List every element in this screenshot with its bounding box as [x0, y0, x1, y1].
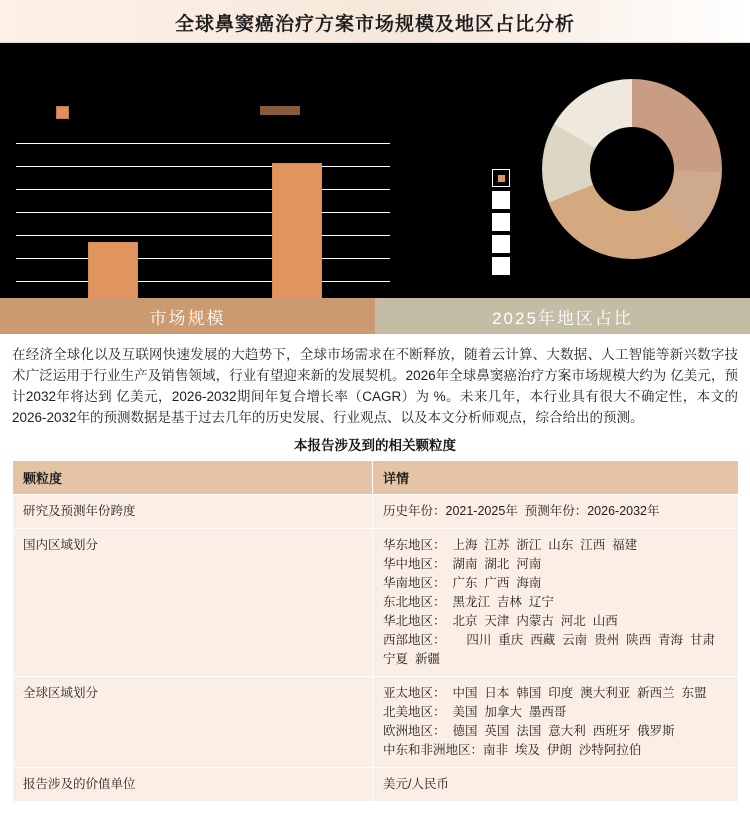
column-header-detail: 详情 — [373, 461, 739, 495]
bar-chart-legend — [8, 106, 398, 122]
cell-granularity-name: 国内区域划分 — [13, 529, 373, 677]
bar — [272, 163, 322, 298]
detail-line: 历史年份：2021-2025年 预测年份：2026-2032年 — [383, 504, 660, 518]
detail-line: 华中地区： 湖南 湖北 河南 — [383, 557, 542, 571]
detail-line: 东北地区： 黑龙江 吉林 辽宁 — [383, 595, 554, 609]
gridline — [16, 235, 390, 236]
tab-market-size[interactable]: 市场规模 — [0, 298, 375, 334]
table-row — [13, 677, 739, 768]
title-band — [0, 0, 750, 43]
legend-swatch-icon — [492, 213, 510, 231]
table-header-row — [13, 461, 739, 495]
cell-granularity-detail — [373, 495, 739, 529]
donut-ring — [542, 79, 722, 259]
column-header-granularity: 颗粒度 — [13, 461, 373, 495]
gridline — [16, 143, 390, 144]
bar — [88, 242, 138, 298]
legend-item — [56, 106, 74, 119]
donut-graphic — [542, 79, 722, 259]
bar-chart-plot — [16, 143, 390, 298]
cell-granularity-detail — [373, 768, 739, 802]
legend-swatch-icon — [492, 257, 510, 275]
detail-line: 华北地区： 北京 天津 内蒙古 河北 山西 — [383, 614, 618, 628]
legend-swatch-icon — [56, 106, 69, 119]
detail-line: 中东和非洲地区：南非 埃及 伊朗 沙特阿拉伯 — [383, 743, 642, 757]
overview-paragraph: 在经济全球化以及互联网快速发展的大趋势下，全球市场需求在不断释放，随着云计算、大数据、人工智能等新兴数字技术广泛运用于行业生产及销售领域，行业有望迎来新的发展契机。2026年全球鼻窦癌治疗方案市场规模大约为 亿美元，预计2032年将达到 亿美元，2026-2032期间年复合增长率（CAGR）为 %。未来几年，本行业具有很大不确定性，本文的2026-2032年的预测数据是基于过去几年的历史发展、行业观点、以及本文分析师观点，综合给出的预测。 — [12, 347, 738, 425]
legend-item-label — [260, 106, 300, 115]
legend-swatch-icon — [492, 235, 510, 253]
gridline — [16, 189, 390, 190]
gridline — [16, 166, 390, 167]
donut-chart — [414, 51, 744, 291]
table-row — [13, 768, 739, 802]
detail-line: 北美地区： 美国 加拿大 墨西哥 — [383, 705, 567, 719]
gridline — [16, 281, 390, 282]
donut-chart-legend — [492, 169, 514, 279]
granularity-table — [12, 460, 739, 802]
table-row — [13, 495, 739, 529]
cell-granularity-detail — [373, 677, 739, 768]
detail-line: 华南地区： 广东 广西 海南 — [383, 576, 542, 590]
detail-line: 美元/人民币 — [383, 777, 449, 791]
gridline — [16, 258, 390, 259]
detail-line: 西部地区： 四川 重庆 西藏 云南 贵州 陕西 青海 甘肃 — [383, 633, 715, 647]
tab-region-share[interactable]: 2025年地区占比 — [375, 298, 750, 334]
detail-line: 宁夏 新疆 — [383, 652, 440, 666]
cell-granularity-name: 报告涉及的价值单位 — [13, 768, 373, 802]
detail-line: 欧洲地区： 德国 英国 法国 意大利 西班牙 俄罗斯 — [383, 724, 675, 738]
charts-section — [0, 43, 750, 298]
table-caption: 本报告涉及到的相关颗粒度 — [294, 438, 456, 453]
section-tabs — [0, 298, 750, 334]
detail-line: 亚太地区： 中国 日本 韩国 印度 澳大利亚 新西兰 东盟 — [383, 686, 707, 700]
bar-chart — [8, 51, 398, 291]
detail-line: 华东地区： 上海 江苏 浙江 山东 江西 福建 — [383, 538, 638, 552]
legend-item — [260, 106, 300, 115]
legend-swatch-icon — [492, 169, 510, 187]
cell-granularity-detail — [373, 529, 739, 677]
legend-swatch-icon — [492, 191, 510, 209]
cell-granularity-name: 研究及预测年份跨度 — [13, 495, 373, 529]
gridline — [16, 212, 390, 213]
table-row — [13, 529, 739, 677]
cell-granularity-name: 全球区域划分 — [13, 677, 373, 768]
page-title: 全球鼻窦癌治疗方案市场规模及地区占比分析 — [174, 14, 575, 35]
